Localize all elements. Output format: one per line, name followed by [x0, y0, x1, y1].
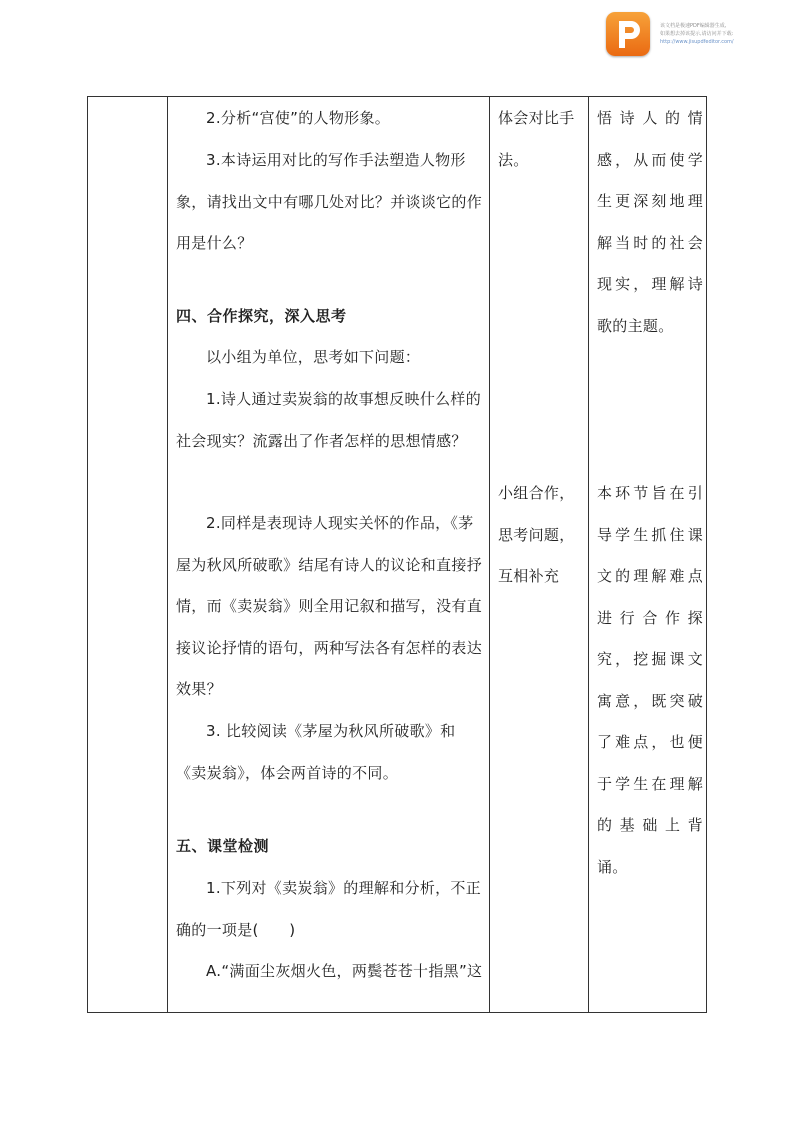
activity-group-work: 小组合作，思考问题，互相补充: [498, 484, 575, 585]
pdf-editor-logo-icon: [606, 12, 650, 56]
watermark-line-2: 如果想去掉该提示,请访问并下载:: [660, 31, 734, 37]
section-label-cell: [88, 97, 167, 1012]
section-5-question-1: 1.下列对《卖炭翁》的理解和分析，不正确的一项是( ): [176, 879, 482, 939]
watermark-line-1: 该文档是极速PDF编辑器生成,: [660, 23, 727, 29]
watermark-link[interactable]: http://www.jisupdfeditor.com/: [660, 39, 734, 45]
design-intent-cell: [589, 97, 707, 1012]
activity-contrast: 体会对比手法。: [498, 109, 575, 169]
watermark-notice: [660, 22, 790, 46]
student-activity-cell: [490, 97, 588, 1012]
question-3: 3.本诗运用对比的写作手法塑造人物形象，请找出文中有哪几处对比？并谈谈它的作用是什么？: [176, 151, 483, 252]
question-2: 2.分析“宫使”的人物形象。: [206, 109, 391, 127]
section-4-heading: 四、合作探究，深入思考: [176, 307, 347, 325]
lesson-plan-table: [87, 96, 707, 1013]
section-4-question-2: 2.同样是表现诗人现实关怀的作品，《茅屋为秋风所破歌》结尾有诗人的议论和直接抒情，而《卖炭翁》则全用记叙和描写，没有直接议论抒情的语句，两种写法各有怎样的表达效果？: [176, 514, 483, 698]
intent-understanding: 悟诗人的情感，从而使学生更深刻地理解当时的社会现实，理解诗歌的主题。: [597, 109, 703, 335]
section-5-heading: 五、课堂检测: [176, 837, 270, 855]
teaching-content-cell: [168, 97, 489, 1012]
section-4-question-1: 1.诗人通过卖炭翁的故事想反映什么样的社会现实？流露出了作者怎样的思想情感？: [176, 390, 482, 450]
section-4-question-3: 3. 比较阅读《茅屋为秋风所破歌》和《卖炭翁》，体会两首诗的不同。: [176, 722, 456, 782]
section-4-intro: 以小组为单位，思考如下问题：: [206, 348, 421, 366]
intent-group-inquiry: 本环节旨在引导学生抓住课文的理解难点进行合作探究，挖掘课文寓意，既突破了难点，也便于学生在理解的基础上背诵。: [597, 484, 703, 876]
section-5-option-a: A.“满面尘灰烟火色，两鬓苍苍十指黑”这: [206, 962, 483, 980]
